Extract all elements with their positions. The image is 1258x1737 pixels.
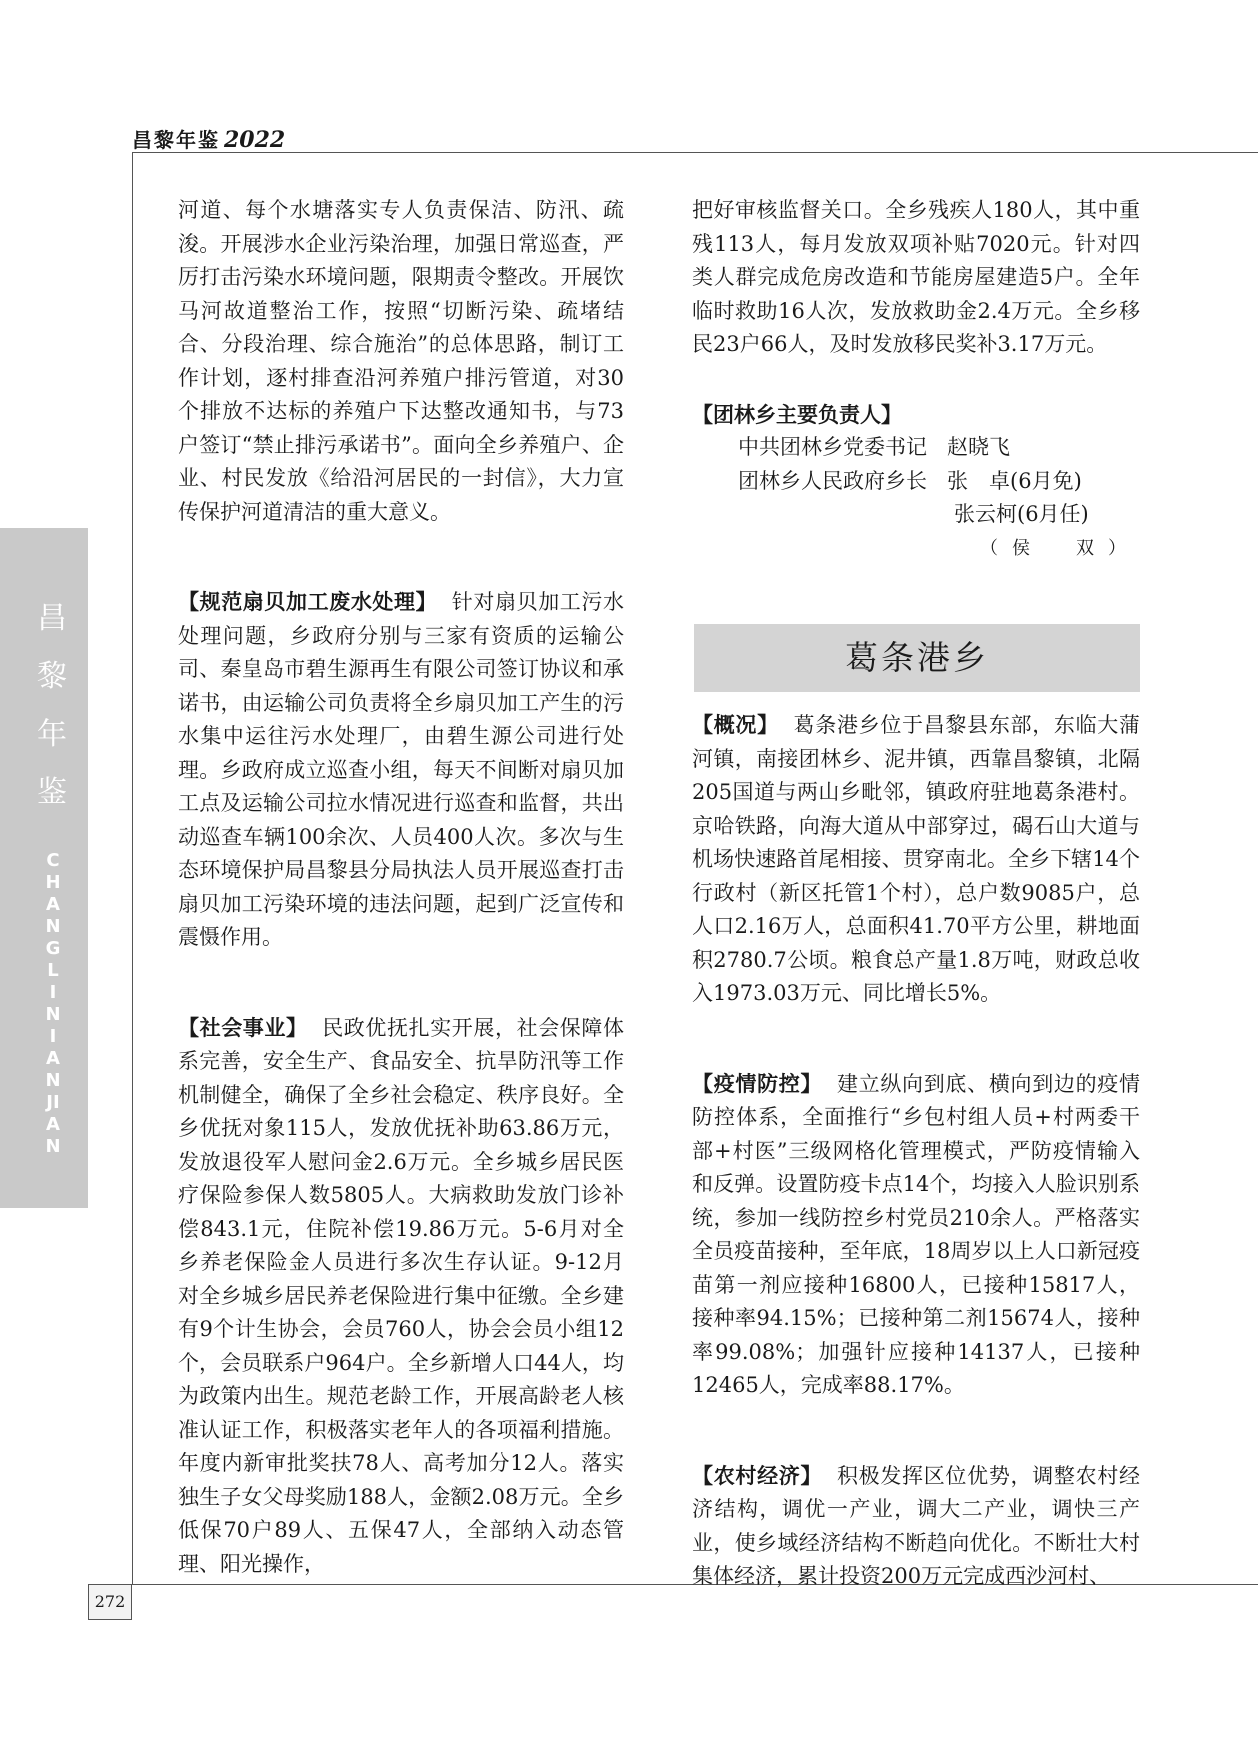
leader-name: 张 卓(6月免) (947, 468, 1082, 493)
town-title: 葛条港乡 (694, 624, 1140, 692)
header-year: 2022 (224, 127, 286, 153)
left-column (178, 194, 624, 1581)
section-social (178, 1011, 624, 1582)
section-overview (692, 708, 1140, 1011)
side-tab-en: CHANGLINIANJIAN (45, 850, 61, 1157)
section-economy (692, 1459, 1140, 1594)
section-body: 葛条港乡位于昌黎县东部，东临大蒲河镇，南接团林乡、泥井镇，西靠昌黎镇，北隔205国道与两山乡毗邻，镇政府驻地葛条港村。京哈铁路，向海大道从中部穿过，碣石山大道与机场快速路首尾相接、贯穿南北。全乡下辖14个行政村（新区托管1个村），总户数9085户，总人口2.16万人，总面积41.70平方公里，耕地面积2780.7公顷。粮食总产量1.8万吨，财政总收入1973.03万元、同比增长5%。 (692, 713, 1141, 1005)
right-column-bottom (692, 708, 1140, 1594)
leader-name: 赵晓飞 (947, 435, 1011, 459)
section-body: 建立纵向到底、横向到边的疫情防控体系，全面推行“乡包村组人员+村两委干部+村医”三级网格化管理模式，严防疫情输入和反弹。设置防疫卡点14个，均接入人脸识别系统，参加一线防控乡村党员210余人。严格落实全员疫苗接种，至年底，18周岁以上人口新冠疫苗第一剂应接种16800人，已接种15817人，接种率94.15%；已接种第二剂15674人，接种率99.08%；加强针应接种14137人，已接种12465人，完成率88.17%。 (692, 1071, 1140, 1397)
section-scallop (178, 585, 624, 955)
section-title: 【规范扇贝加工废水处理】 (178, 589, 438, 614)
section-title: 【概况】 (692, 712, 779, 737)
section-title: 【社会事业】 (178, 1014, 308, 1040)
side-tab-cn: 昌黎年鉴 (37, 601, 67, 810)
right-paragraph-1: 把好审核监督关口。全乡残疾人180人，其中重残113人，每月发放双项补贴7020元。针对四类人群完成危房改造和节能房屋建造5户。全年临时救助16人次，发放救助金2.4万元。全乡移民23户66人，及时发放移民奖补3.17万元。 (692, 198, 1140, 356)
right-column-top (692, 194, 1140, 565)
section-covid (692, 1067, 1140, 1403)
section-body: 积极发挥区位优势，调整农村经济结构，调优一产业，调大二产业，调快三产业，使乡域经济结构不断趋向优化。不断壮大村集体经济，累计投资200万元完成西沙河村、 (692, 1463, 1140, 1588)
section-body: 针对扇贝加工污水处理问题，乡政府分别与三家有资质的运输公司、秦皇岛市碧生源再生有限公司签订协议和承诺书，由运输公司负责将全乡扇贝加工产生的污水集中运往污水处理厂，由碧生源公司进行处理。乡政府成立巡查小组，每天不间断对扇贝加工点及运输公司拉水情况进行巡查和监督，共出动巡查车辆100余次、人员400人次。多次与生态环境保护局昌黎县分局执法人员开展巡查打击扇贝加工污染环境的违法问题，起到广泛宣传和震慑作用。 (178, 590, 625, 949)
section-title: 【疫情防控】 (692, 1070, 823, 1096)
running-header (132, 124, 285, 153)
top-rule (132, 152, 1258, 153)
leader-name-2: 张云柯(6月任) (954, 502, 1089, 526)
left-rule (132, 152, 133, 1584)
leaders-title: 【团林乡主要负责人】 (692, 401, 902, 427)
author: （侯 双） (980, 537, 1140, 559)
leader-role: 团林乡人民政府乡长 (738, 468, 927, 493)
section-body: 民政优抚扎实开展，社会保障体系完善，安全生产、食品安全、抗旱防汛等工作机制健全，确保了全乡社会稳定、秩序良好。全乡优抚对象115人，发放优抚补助63.86万元，发放退役军人慰问金2.6万元。全乡城乡居民医疗保险参保人数5805人。大病救助发放门诊补偿843.1元，住院补偿19.86万元。5-6月对全乡养老保险金人员进行多次生存认证。9-12月对全乡城乡居民养老保险进行集中征缴。全乡建有9个计生协会，会员760人，协会会员小组12个，会员联系户964户。全乡新增人口44人，均为政策内出生。规范老龄工作，开展高龄老人核准认证工作，积极落实老年人的各项福利措施。年度内新审批奖扶78人、高考加分12人。落实独生子女父母奖励188人，金额2.08万元。全乡低保70户89人、五保47人，全部纳入动态管理、阳光操作， (178, 1015, 625, 1576)
leader-row (692, 465, 1140, 499)
leader-row (692, 431, 1140, 465)
section-title: 【农村经济】 (692, 1462, 823, 1488)
header-title: 昌黎年鉴 (132, 128, 220, 152)
page-number: 272 (88, 1584, 132, 1620)
left-paragraph-1: 河道、每个水塘落实专人负责保洁、防汛、疏浚。开展涉水企业污染治理，加强日常巡查，严厉打击污染水环境问题，限期责令整改。开展饮马河故道整治工作，按照“切断污染、疏堵结合、分段治理、综合施治”的总体思路，制订工作计划，逐村排查沿河养殖户排污管道，对30个排放不达标的养殖户下达整改通知书，与73户签订“禁止排污承诺书”。面向全乡养殖户、企业、村民发放《给沿河居民的一封信》，大力宣传保护河道清洁的重大意义。 (178, 198, 624, 524)
leader-role: 中共团林乡党委书记 (738, 435, 927, 459)
